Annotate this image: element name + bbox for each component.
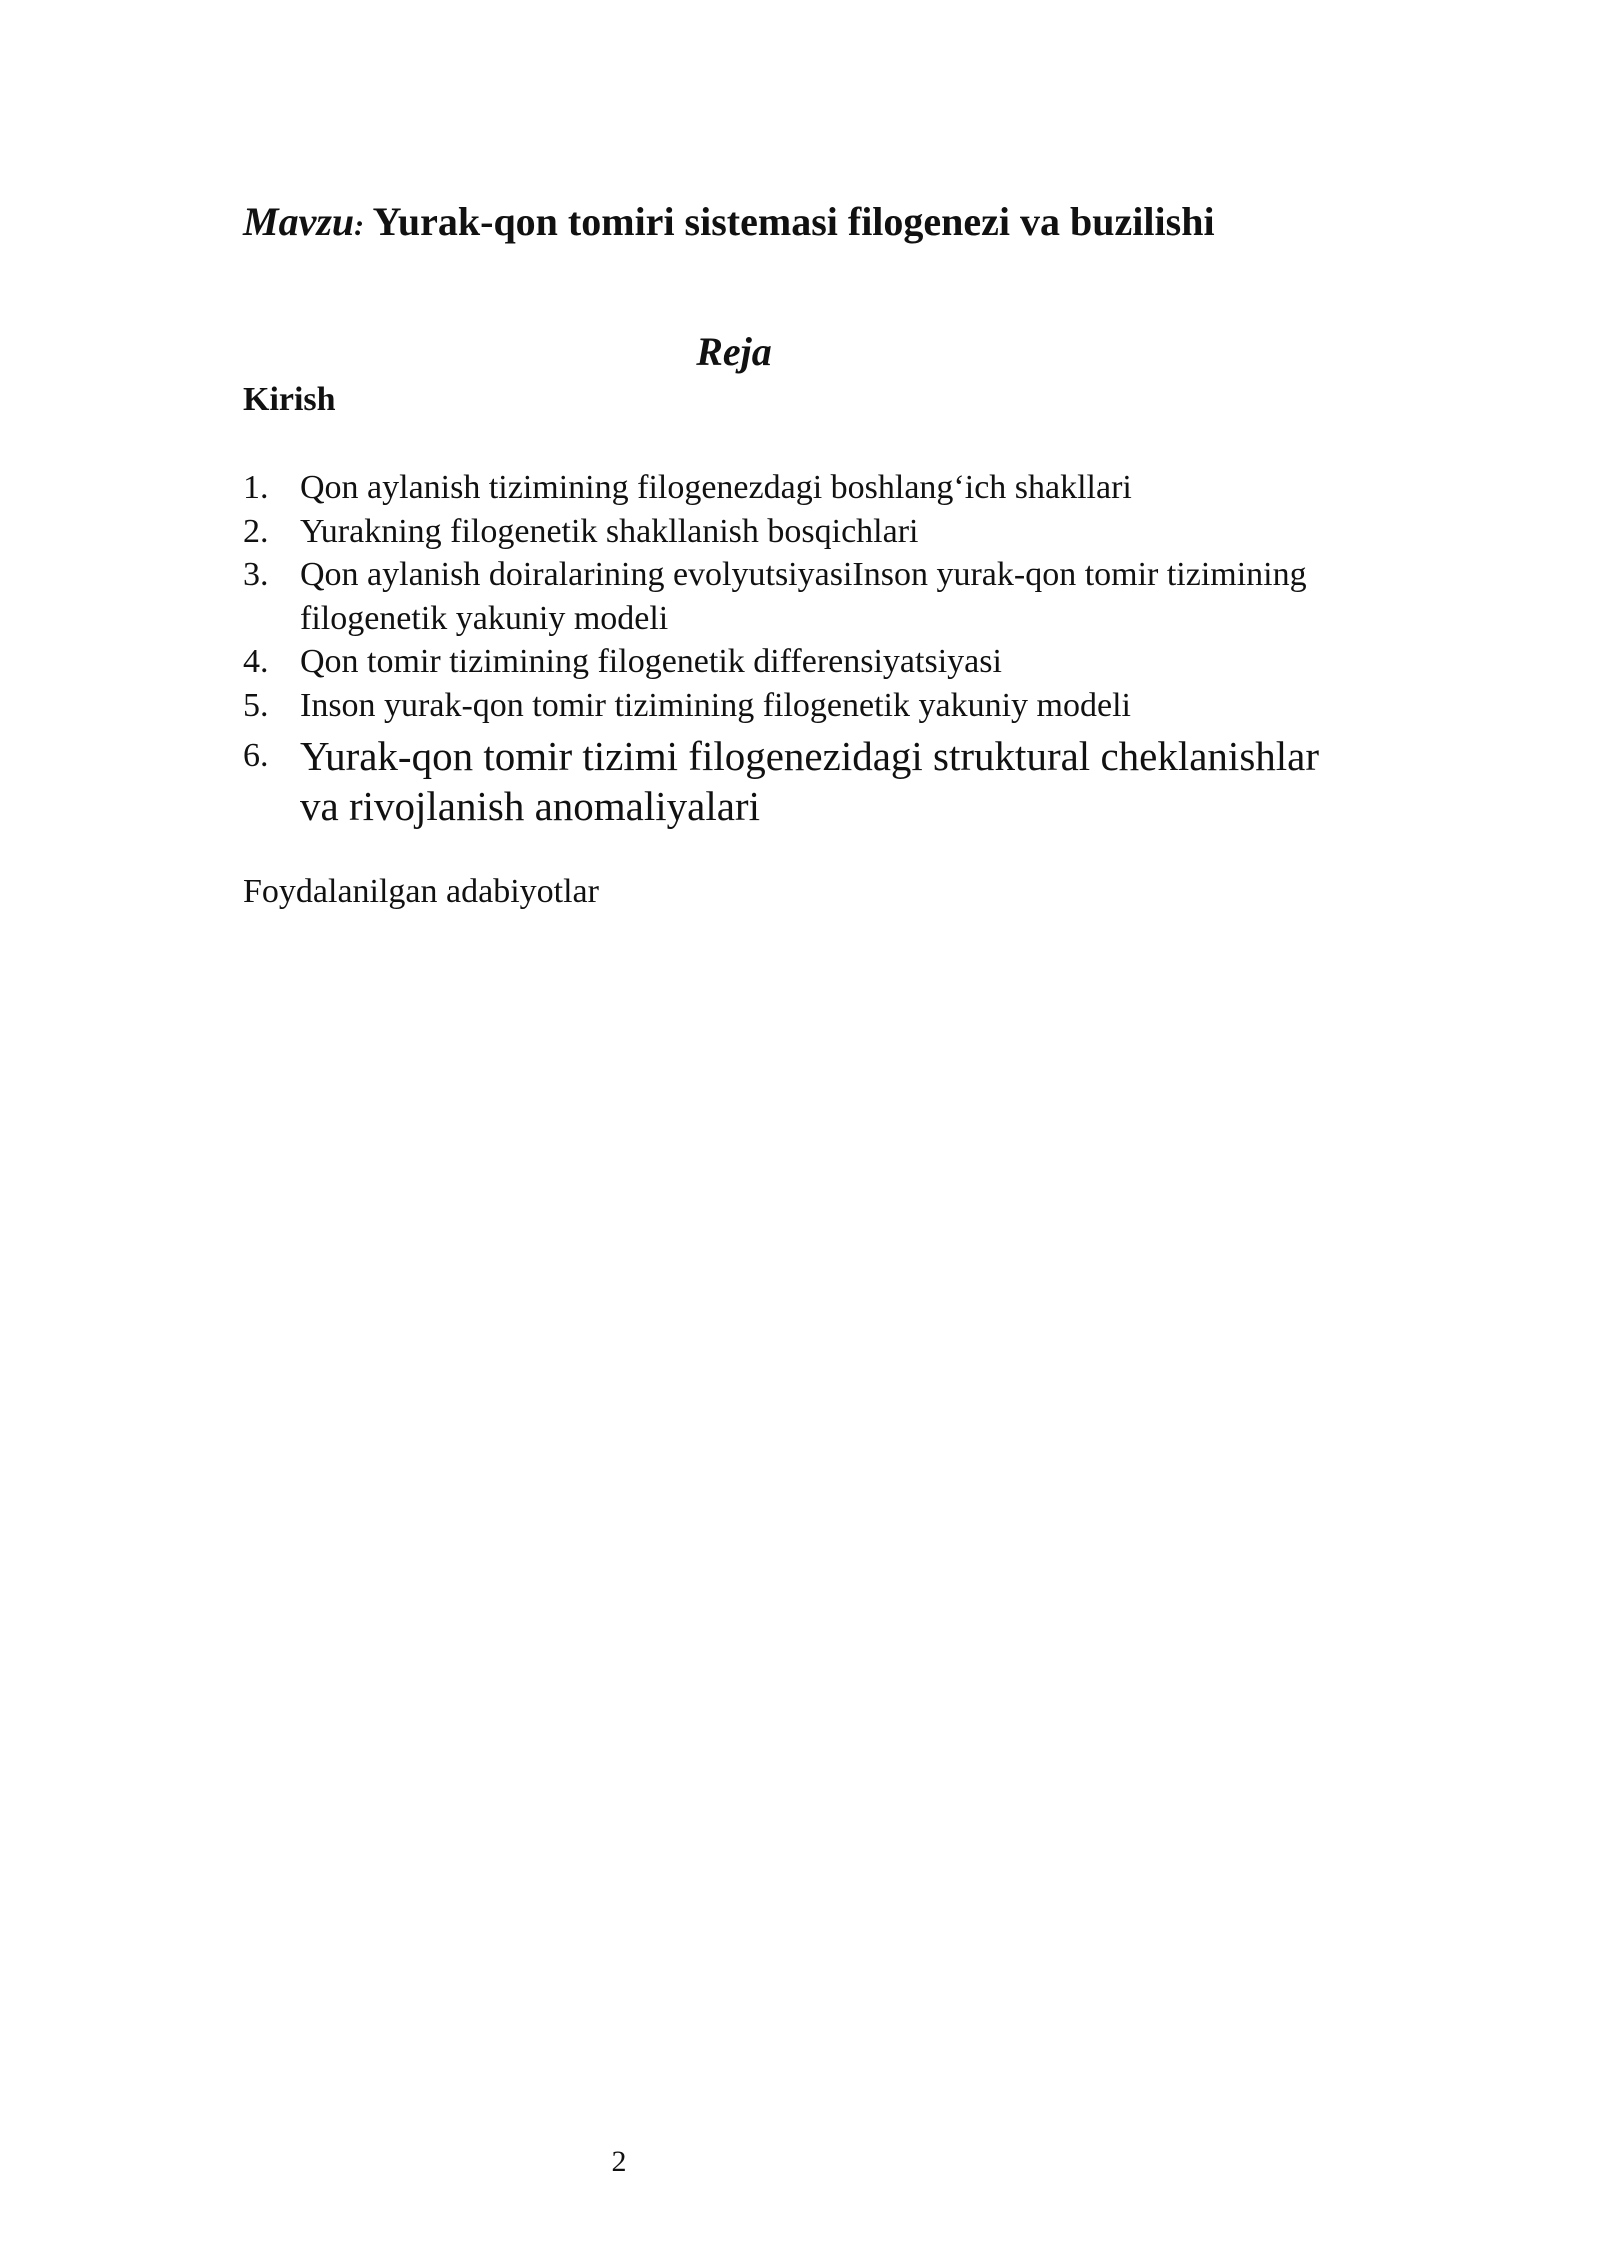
plan-list: [243, 466, 1363, 831]
page-number: 2: [611, 2145, 627, 2178]
plan-item-text: Qon tomir tizimining filogenetik differensiyatsiyasi: [300, 643, 1002, 680]
plan-item-number: 3.: [243, 556, 269, 593]
plan-heading: Reja: [696, 329, 772, 374]
plan-item: [243, 684, 1363, 728]
plan-item-number: 6.: [243, 737, 269, 774]
title-colon: :: [354, 209, 365, 242]
plan-item-number: 5.: [243, 686, 269, 724]
plan-item-text: Yurak-qon tomir tizimi filogenezidagi struktural cheklanishlar va rivojlanish anomaliyalari: [300, 733, 1320, 829]
plan-item-number: 1.: [243, 469, 269, 506]
plan-item-text: Qon aylanish doiralarining evolyutsiyasiInson yurak-qon tomir tizimining filogenetik yakuniy modeli: [300, 556, 1307, 637]
plan-item: [243, 731, 1363, 831]
title-label: Mavzu: [243, 199, 355, 244]
plan-item-text: Qon aylanish tizimining filogenezdagi boshlang‘ich shakllari: [300, 469, 1132, 506]
plan-item: [243, 553, 1363, 640]
introduction-heading: Kirish: [243, 381, 336, 418]
plan-item-text: Yurakning filogenetik shakllanish bosqichlari: [300, 512, 919, 550]
references-heading: Foydalanilgan adabiyotlar: [243, 873, 599, 910]
plan-item: [243, 640, 1363, 684]
plan-item: [243, 510, 1363, 554]
document-title: [243, 196, 1215, 252]
plan-item-number: 4.: [243, 643, 269, 680]
plan-item: [243, 466, 1363, 510]
title-text: Yurak-qon tomiri sistemasi filogenezi va buzilishi: [372, 199, 1215, 244]
plan-item-number: 2.: [243, 512, 269, 550]
plan-item-text: Inson yurak-qon tomir tizimining filogenetik yakuniy modeli: [300, 686, 1131, 724]
